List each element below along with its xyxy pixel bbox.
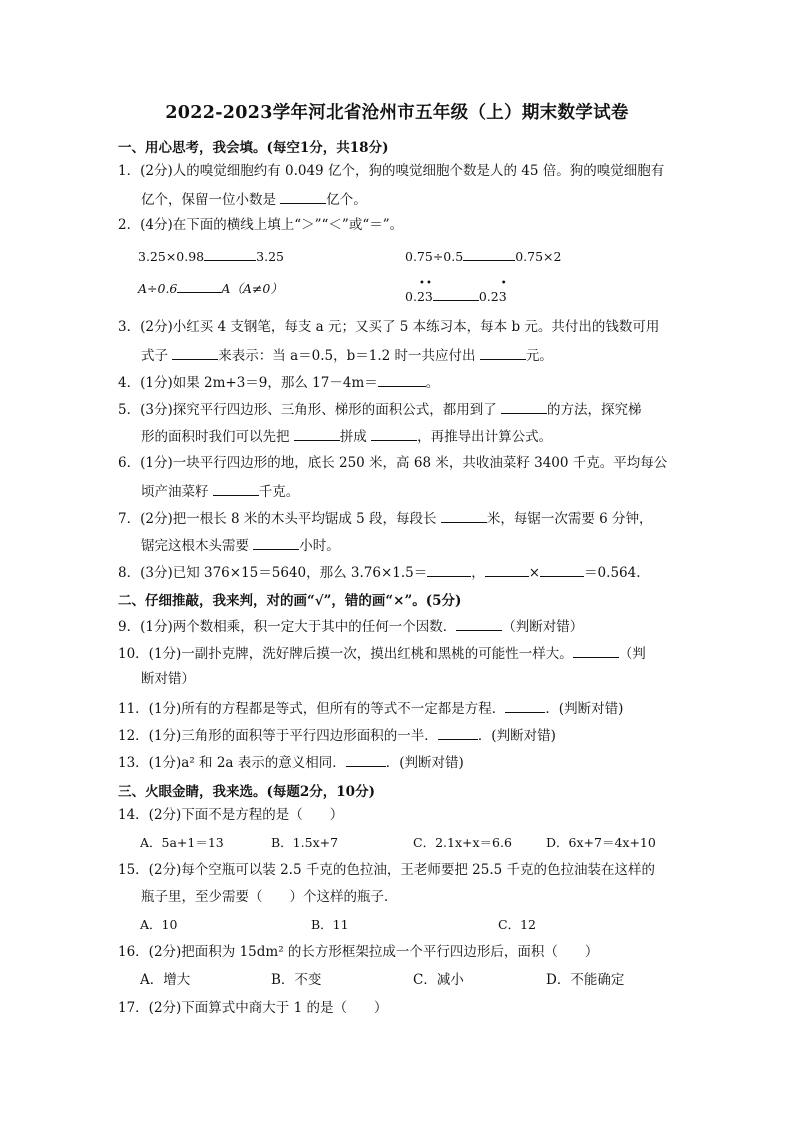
question-12-text: 12．(1分)三角形的面积等于平行四边形面积的一半． [118, 728, 438, 744]
question-17: 17．(2分)下面算式中商大于 1 的是（ ） [118, 1000, 388, 1016]
repeat-dot: • [425, 278, 432, 289]
answer-blank[interactable] [280, 189, 326, 204]
question-2-compare-1 [138, 246, 284, 266]
question-10-text: 10．(1分)一副扑克牌，洗好牌后摸一次，摸出红桃和黑桃的可能性一样大。 [118, 646, 573, 662]
compare-left: 3.25×0.98 [138, 249, 205, 264]
compare-left: A÷0.6 [138, 281, 178, 296]
compare-right: A（A≠0） [221, 281, 283, 296]
question-16-option-c[interactable]: C．减小 [413, 972, 464, 988]
question-13 [118, 752, 464, 772]
question-8-comma: ， [471, 565, 485, 581]
question-8-times: × [528, 565, 541, 581]
answer-blank[interactable] [438, 725, 478, 740]
question-16: 16．(2分)把面积为 15dm² 的长方形框架拉成一个平行四边形后，面积（ ） [118, 944, 599, 960]
question-5-text-mid: 拼成 [339, 429, 372, 445]
question-6-text: 顷产油菜籽 [141, 484, 213, 500]
question-14-option-c[interactable]: C．2.1x+x＝6.6 [413, 835, 512, 850]
question-8 [118, 562, 641, 582]
question-4-end: 。 [425, 375, 440, 391]
compare-right: 3.25 [256, 249, 284, 264]
question-10-line-1 [118, 643, 646, 663]
question-5-line-1 [118, 399, 642, 419]
question-12 [118, 725, 556, 745]
repeating-decimal-left-digits [416, 278, 433, 306]
answer-blank[interactable] [346, 752, 386, 767]
question-7-text: 锯完这根木头需要 [141, 538, 254, 554]
question-5-text-end: 的方法，探究梯 [547, 402, 642, 418]
question-6-line-1: 6．(1分)一块平行四边形的地，底长 250 米，高 68 米，共收油菜籽 3400 千克。平均每公 [118, 455, 668, 471]
question-13-end: ．(判断对错) [385, 755, 464, 771]
answer-blank[interactable] [427, 562, 471, 577]
question-1-text: 亿个，保留一位小数是 [141, 192, 281, 208]
question-1-text-end: 亿个。 [326, 192, 367, 208]
repeating-digits: 3 [498, 289, 507, 304]
question-3-line-1: 3．(2分)小红买 4 支钢笔，每支 a 元；又买了 5 本练习本，每本 b 元。共付出的钱数可用 [118, 319, 660, 335]
question-5-text: 形的面积时我们可以先把 [141, 429, 294, 445]
section-1-heading: 一、用心思考，我会填。(每空1分，共18分) [118, 140, 389, 156]
question-2-compare-3 [138, 278, 283, 298]
answer-blank[interactable] [172, 345, 218, 360]
question-15-option-c[interactable]: C．12 [498, 917, 536, 932]
question-6-text-end: 千克。 [258, 484, 300, 500]
answer-blank[interactable] [573, 643, 619, 658]
answer-blank[interactable] [463, 246, 515, 261]
question-3-line-2 [141, 345, 553, 365]
question-7-line-2 [141, 535, 340, 555]
answer-blank[interactable] [204, 246, 256, 261]
question-10-line-2: 断对错） [141, 671, 195, 687]
answer-blank[interactable] [505, 698, 545, 713]
question-15-line-1: 15．(2分)每个空瓶可以装 2.5 千克的色拉油，王老师要把 25.5 千克的色拉油装在这样的 [118, 862, 655, 878]
section-3-heading: 三、火眼金睛，我来选。(每题2分，10分) [118, 784, 375, 800]
repeating-digits: 23 [416, 289, 433, 304]
question-1-line-1: 1．(2分)人的嗅觉细胞约有 0.049 亿个，狗的嗅觉细胞个数是人的 45 倍。狗的嗅觉细胞有 [118, 163, 665, 179]
question-5-text-end: ，再推导出计算公式。 [417, 429, 553, 445]
question-13-text: 13．(1分)a² 和 2a 表示的意义相同． [118, 755, 346, 771]
repeat-dot: • [418, 278, 425, 289]
question-4 [118, 372, 439, 392]
question-9-end: （判断对错） [502, 619, 584, 635]
repeat-dot: • [500, 278, 507, 289]
answer-blank[interactable] [456, 616, 502, 631]
question-2-heading: 2．(4分)在下面的横线上填上“＞”“＜”或“＝”。 [118, 217, 404, 233]
question-6-line-2 [141, 481, 299, 501]
question-11-text: 11．(1分)所有的方程都是等式，但所有的等式不一定都是方程． [118, 701, 506, 717]
question-1-line-2 [141, 189, 367, 209]
question-3-text: 式子 [141, 348, 173, 364]
question-5-line-2 [141, 426, 552, 446]
exam-title: 2022-2023学年河北省沧州市五年级（上）期末数学试卷 [165, 103, 629, 123]
question-2-compare-4 [405, 278, 507, 306]
question-9-text: 9．(1分)两个数相乘，积一定大于其中的任何一个因数． [118, 619, 457, 635]
answer-blank[interactable] [294, 426, 340, 441]
question-10-text-end: （判 [618, 646, 646, 662]
question-12-end: ．(判断对错) [477, 728, 556, 744]
question-15-option-a[interactable]: A．10 [140, 917, 178, 932]
answer-blank[interactable] [480, 345, 526, 360]
answer-blank[interactable] [371, 426, 417, 441]
answer-blank[interactable] [253, 535, 299, 550]
answer-blank[interactable] [378, 372, 426, 387]
question-14-option-d[interactable]: D．6x+7＝4x+10 [546, 835, 656, 850]
question-11 [118, 698, 623, 718]
question-8-end: ＝0.564. [584, 565, 641, 581]
question-8-text: 8．(3分)已知 376×15＝5640，那么 3.76×1.5＝ [118, 565, 428, 581]
answer-blank[interactable] [540, 562, 584, 577]
question-16-option-a[interactable]: A．增大 [140, 972, 191, 988]
answer-blank[interactable] [485, 562, 529, 577]
compare-right: 0.75×2 [515, 249, 562, 264]
question-2-compare-2 [405, 246, 561, 266]
question-14-option-a[interactable]: A．5a+1＝13 [140, 835, 224, 850]
repeating-decimal-left-prefix: 0. [405, 289, 417, 304]
answer-blank[interactable] [177, 278, 221, 293]
question-3-text-end: 元。 [525, 348, 553, 364]
repeating-decimal-right-prefix: 0.2 [478, 289, 499, 304]
question-14-option-b[interactable]: B．1.5x+7 [271, 835, 339, 850]
question-7-text: 7．(2分)把一根长 8 米的木头平均锯成 5 段，每段长 [118, 511, 441, 527]
question-14: 14．(2分)下面不是方程的是（ ） [118, 807, 344, 823]
repeating-decimal-right-digits [498, 278, 507, 306]
question-7-text-end: 米，每锯一次需要 6 分钟， [486, 511, 653, 527]
question-11-end: ．(判断对错) [545, 701, 624, 717]
question-7-line-1 [118, 508, 653, 528]
question-5-text: 5．(3分)探究平行四边形、三角形、梯形的面积公式，都用到了 [118, 402, 502, 418]
question-4-text: 4．(1分)如果 2m+3＝9，那么 17－4m＝ [118, 375, 378, 391]
question-16-option-b[interactable]: B．不变 [271, 972, 322, 988]
section-2-heading: 二、仔细推敲，我来判，对的画“√”，错的画“×”。(5分) [118, 593, 462, 609]
compare-left: 0.75÷0.5 [405, 249, 464, 264]
answer-blank[interactable] [441, 508, 487, 523]
question-15-line-2: 瓶子里，至少需要（ ）个这样的瓶子． [141, 889, 398, 905]
answer-blank[interactable] [433, 286, 479, 301]
answer-blank[interactable] [501, 399, 547, 414]
answer-blank[interactable] [213, 481, 259, 496]
question-9 [118, 616, 583, 636]
question-3-text-mid: 来表示：当 a＝0.5，b＝1.2 时一共应付出 [218, 348, 480, 364]
question-15-option-b[interactable]: B．11 [311, 917, 349, 932]
question-16-option-d[interactable]: D．不能确定 [546, 972, 625, 988]
question-7-text-end: 小时。 [299, 538, 340, 554]
